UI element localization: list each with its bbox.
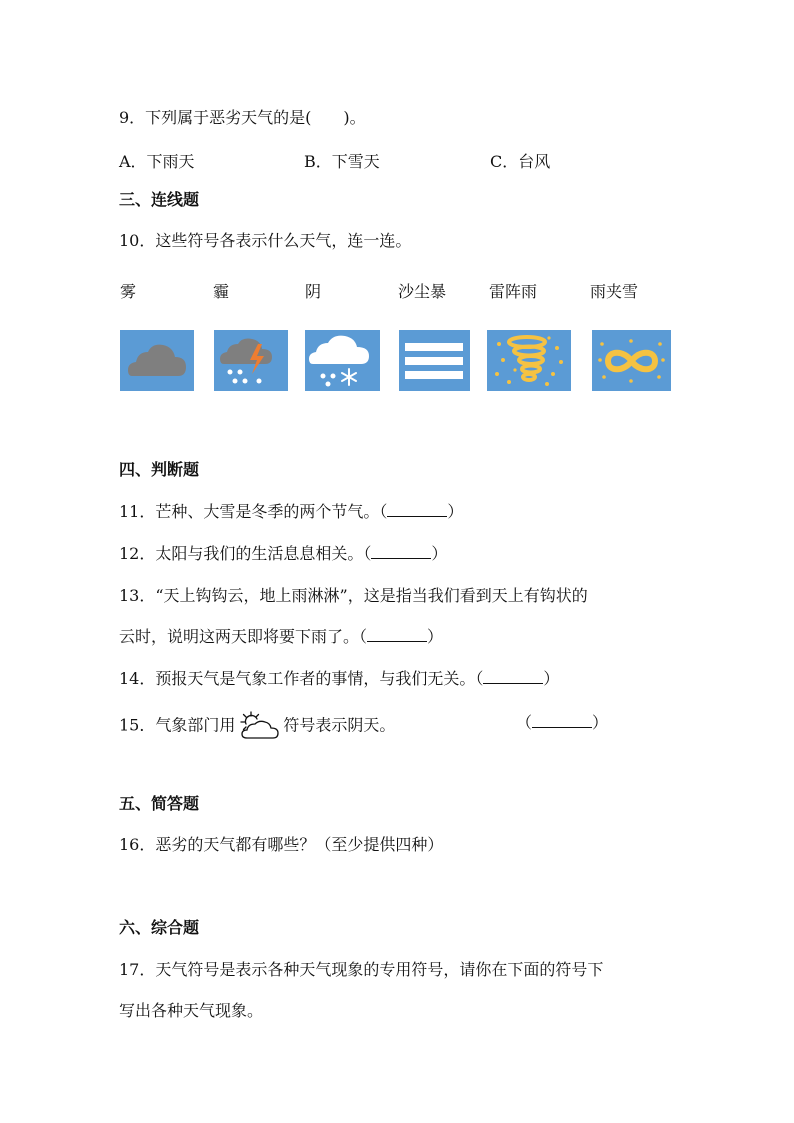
question-9-option-b: B．下雪天: [304, 152, 380, 171]
answer-blank[interactable]: [532, 713, 592, 728]
question-12: [119, 544, 447, 564]
section-6-title: 六、综合题: [119, 918, 200, 937]
question-11: [119, 502, 463, 522]
question-14-text: 14．预报天气是气象工作者的事情，与我们无关。（: [119, 669, 484, 688]
question-9-option-c: C．台风: [490, 152, 551, 171]
question-14: [119, 669, 559, 689]
close-paren: ）: [543, 669, 560, 688]
question-9-stem: 9．下列属于恶劣天气的是( )。: [119, 108, 366, 127]
question-9-option-a: A．下雨天: [119, 152, 195, 171]
label-sleet: 雨夹雪: [590, 282, 639, 301]
answer-blank[interactable]: [387, 502, 447, 517]
question-10-stem: 10．这些符号各表示什么天气，连一连。: [119, 231, 412, 250]
question-13-line-1: 13．“天上钩钩云，地上雨淋淋”，这是指当我们看到天上有钩状的: [119, 586, 588, 605]
question-17-line-1: 17．天气符号是表示各种天气现象的专用符号，请你在下面的符号下: [119, 960, 604, 979]
section-3-title: 三、连线题: [119, 190, 200, 209]
section-4-title: 四、判断题: [119, 460, 200, 479]
answer-blank[interactable]: [367, 627, 427, 642]
question-15-text-after: 符号表示阴天。: [283, 715, 396, 735]
close-paren: ）: [427, 627, 444, 646]
label-fog: 雾: [120, 282, 137, 301]
question-15-answer: [516, 710, 608, 733]
sandstorm-symbol: [487, 330, 571, 391]
label-thunderstorm: 雷阵雨: [489, 282, 538, 301]
open-paren: （: [516, 713, 533, 732]
question-16: 16．恶劣的天气都有哪些？（至少提供四种）: [119, 835, 444, 854]
question-11-text: 11．芒种、大雪是冬季的两个节气。（: [119, 502, 388, 521]
answer-blank[interactable]: [371, 544, 431, 559]
question-13-line-2: [119, 627, 443, 647]
overcast-cloud-symbol: [120, 330, 194, 391]
question-15-text-before: 15．气象部门用: [119, 715, 236, 735]
close-paren: ）: [592, 713, 609, 732]
question-15: [119, 710, 395, 742]
answer-blank[interactable]: [483, 669, 543, 684]
label-overcast: 阴: [305, 282, 322, 301]
close-paren: ）: [447, 502, 464, 521]
thunder-snow-symbol: [214, 330, 288, 391]
question-12-text: 12．太阳与我们的生活息息相关。（: [119, 544, 372, 563]
label-sandstorm: 沙尘暴: [398, 282, 447, 301]
snow-cloud-symbol: [305, 330, 380, 391]
label-haze: 霾: [213, 282, 230, 301]
close-paren: ）: [431, 544, 448, 563]
partly-cloudy-icon: [237, 710, 281, 742]
question-17-line-2: 写出各种天气现象。: [119, 1001, 264, 1020]
question-13-text: 云时，说明这两天即将要下雨了。（: [119, 627, 368, 646]
fog-lines-symbol: [399, 330, 470, 391]
section-5-title: 五、简答题: [119, 794, 200, 813]
haze-infinity-symbol: [592, 330, 671, 391]
